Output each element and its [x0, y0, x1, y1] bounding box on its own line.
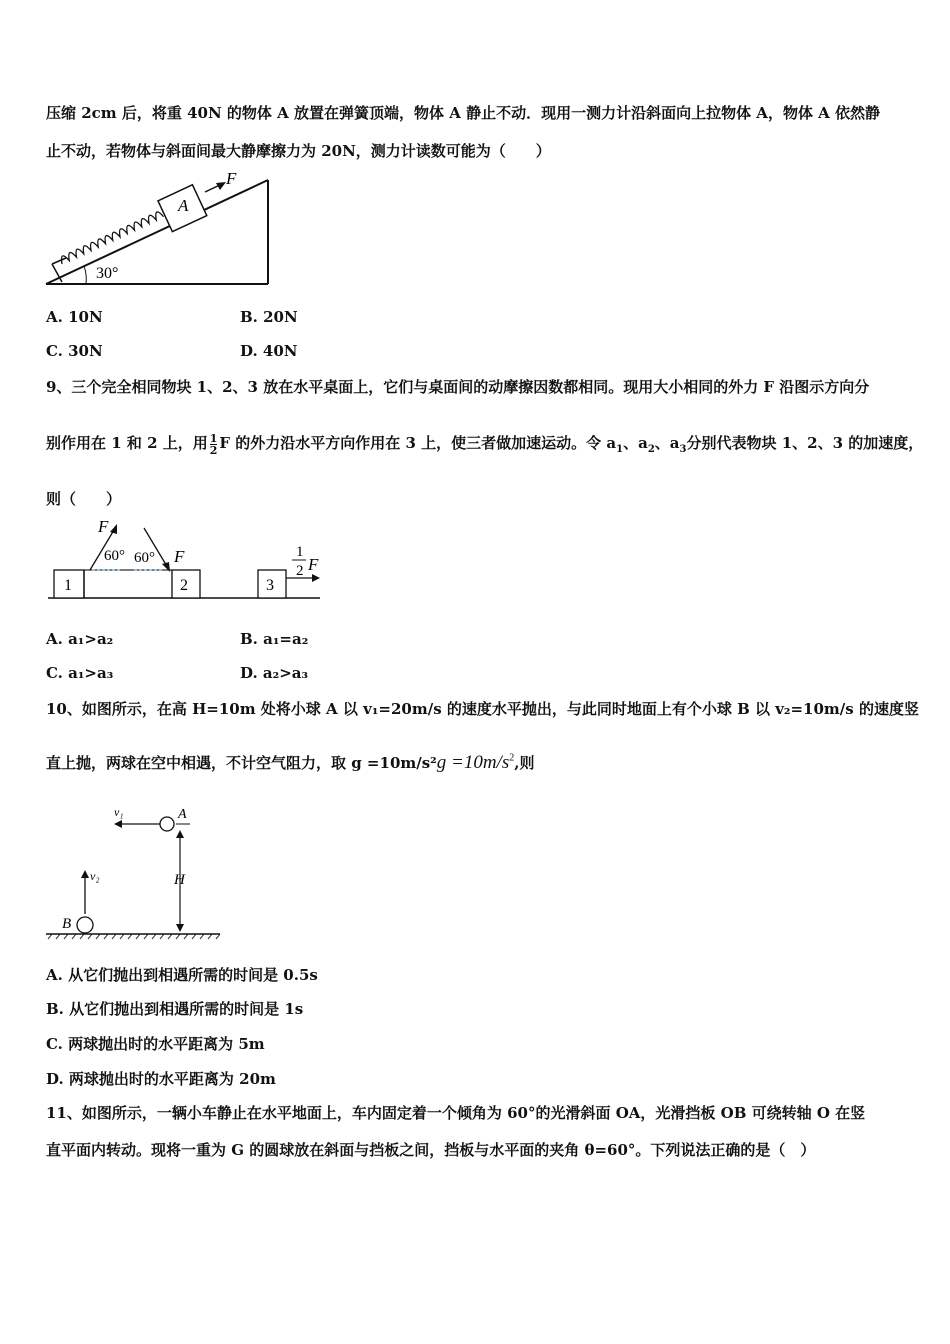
q8-block-label: A: [178, 196, 189, 215]
q9-text-line1: 9、三个完全相同物块 1、2、3 放在水平桌面上，它们与桌面间的动摩擦因数都相同。现用大小相同的外力 F 沿图示方向分: [46, 378, 870, 396]
q9-text-line3: 则（ ）: [46, 490, 122, 508]
q10-v2-label: v₂: [90, 869, 100, 883]
q9-force2-label: F: [174, 547, 185, 566]
q9-angle2-label: 60°: [134, 550, 155, 566]
q9-angle1-label: 60°: [104, 548, 125, 564]
q10-g-formula: $g =10m/s^2$: [436, 752, 515, 773]
q9-option-c[interactable]: C. a₁>a₃: [46, 664, 114, 682]
q10-h-label: H: [174, 872, 185, 888]
q10-ball-a-label: A: [178, 807, 187, 822]
q9-block3-label: 3: [266, 577, 274, 594]
q9-option-b[interactable]: B. a₁=a₂: [240, 630, 309, 648]
q10-text-line1: 10、如图所示，在高 H=10m 处将小球 A 以 v₁=20m/s 的速度水平抛出，与此同时地面上有个小球 B 以 v₂=10m/s 的速度竖: [46, 700, 919, 718]
q8-text-line1: 压缩 2cm 后，将重 40N 的物体 A 放置在弹簧顶端，物体 A 静止不动．现用一测力计沿斜面向上拉物体 A，物体 A 依然静: [46, 104, 881, 122]
q10-text-line2: 直上抛，两球在空中相遇，不计空气阻力，取 $g =10m/s^2g =10m/s^2$,则: [46, 752, 535, 773]
q8-incline-figure: [40, 168, 280, 290]
q9-block1-label: 1: [64, 577, 72, 594]
q11-text-line2: 直平面内转动。现将一重为 G 的圆球放在斜面与挡板之间，挡板与水平面的夹角 θ=60°。下列说法正确的是（ ）: [46, 1141, 816, 1159]
q9-force3-label: F: [308, 555, 319, 574]
q8-text-line2: 止不动，若物体与斜面间最大静摩擦力为 20N，测力计读数可能为（ ）: [46, 142, 551, 160]
q9-line2-post: F 的外力沿水平方向作用在 3 上，使三者做加速运动。令 a: [219, 434, 617, 452]
q8-option-b[interactable]: B. 20N: [240, 308, 298, 326]
q8-option-a[interactable]: A. 10N: [46, 308, 103, 326]
q9-line2-end: 分别代表物块 1、2、3 的加速度，: [686, 434, 924, 452]
q9-line2-pre: 别作用在 1 和 2 上，用: [46, 434, 208, 452]
q8-force-label: F: [226, 169, 237, 188]
q9-blocks-figure: [40, 518, 330, 604]
q8-angle-label: 30°: [96, 265, 119, 282]
q10-option-d[interactable]: D. 两球抛出时的水平距离为 20m: [46, 1070, 276, 1088]
q8-option-c[interactable]: C. 30N: [46, 342, 103, 360]
q10-ball-b-label: B: [62, 916, 72, 932]
q10-option-b[interactable]: B. 从它们抛出到相遇所需的时间是 1s: [46, 1000, 304, 1018]
q9-option-d[interactable]: D. a₂>a₃: [240, 664, 309, 682]
q9-half-den: 2: [296, 563, 304, 579]
q9-half-num: 1: [296, 544, 304, 560]
q9-text-line2: 别作用在 1 和 2 上，用 $\frac{1}{2}$ F 的外力沿水平方向作用在 3 上，使三者做加速运动。令 $a_1$、$a_2$、$a_3$分别代表物块 1、2、3 的加速度，: [46, 431, 924, 457]
q10-option-a[interactable]: A. 从它们抛出到相遇所需的时间是 0.5s: [46, 966, 318, 984]
q10-v1-label: v₁: [114, 805, 124, 819]
q10-option-c[interactable]: C. 两球抛出时的水平距离为 5m: [46, 1035, 265, 1053]
q10-projectile-figure: [40, 798, 230, 944]
q9-half-fraction: $\frac{1}{2}$: [209, 431, 218, 457]
q9-block2-label: 2: [180, 577, 188, 594]
q9-option-a[interactable]: A. a₁>a₂: [46, 630, 114, 648]
q11-text-line1: 11、如图所示，一辆小车静止在水平地面上，车内固定着一个倾角为 60°的光滑斜面 OA，光滑挡板 OB 可绕转轴 O 在竖: [46, 1104, 866, 1122]
q8-option-d[interactable]: D. 40N: [240, 342, 298, 360]
q9-force1-label: F: [98, 518, 109, 536]
